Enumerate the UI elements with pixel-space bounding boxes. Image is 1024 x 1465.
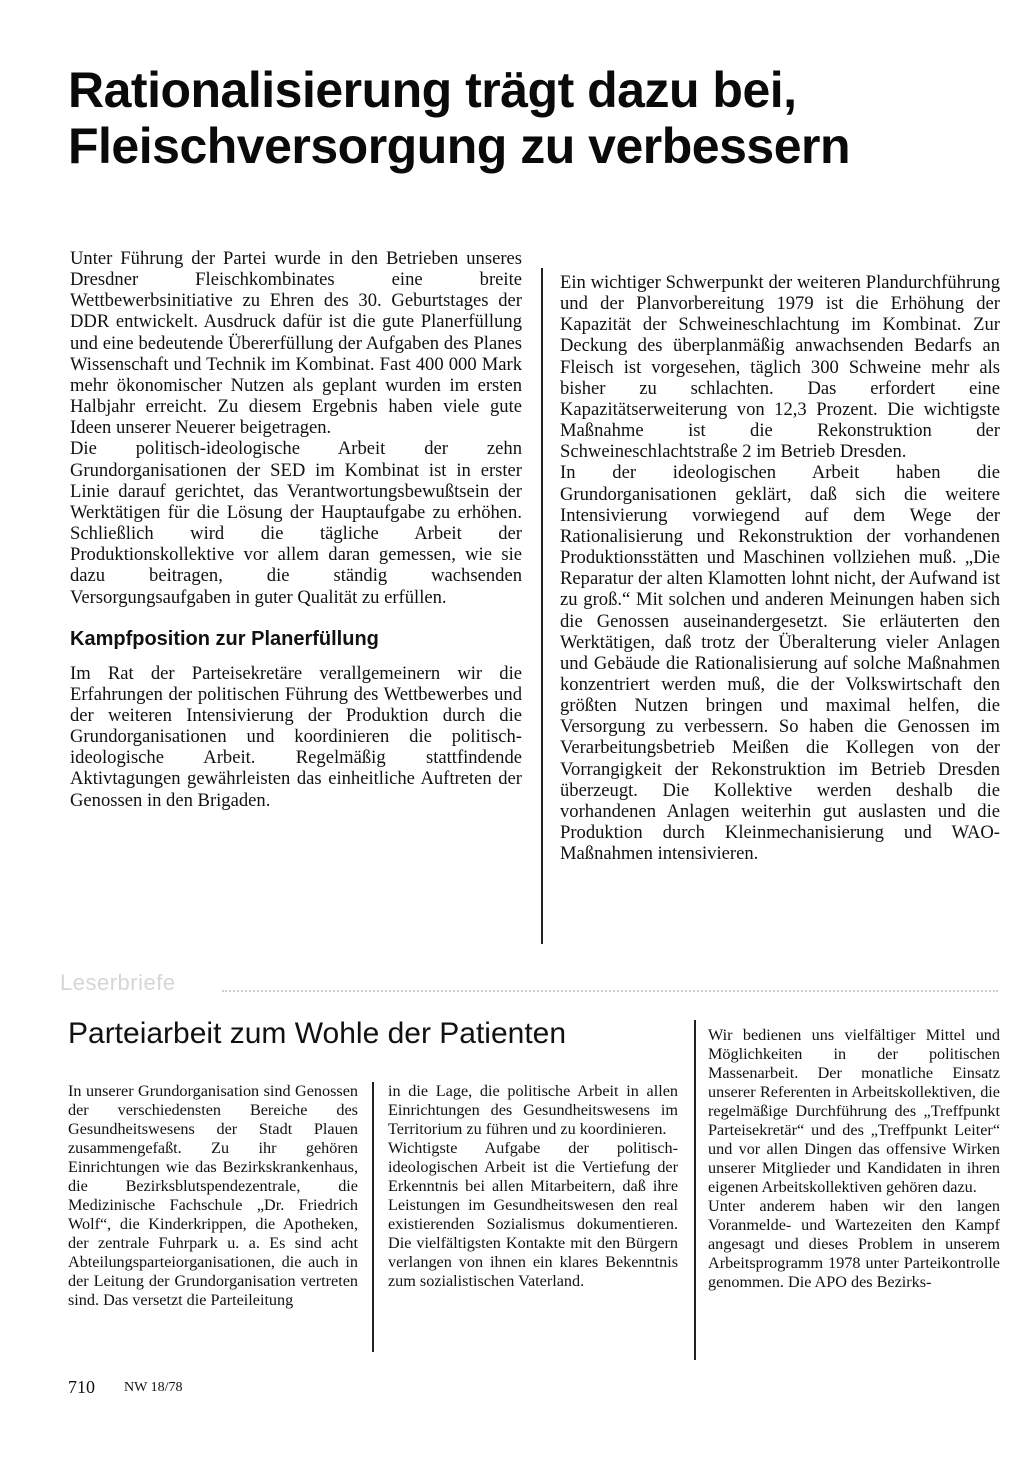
article-column-2 <box>560 272 1000 864</box>
column-divider <box>372 1082 374 1352</box>
article-paragraph: In der ideologischen Arbeit haben die Grundorganisationen geklärt, daß sich die weitere Intensivierung vorwiegend auf dem Wege der Rationalisierung und Rekonstruktion der vorhandenen Produktionsstätten und Maschinen vollziehen muß. „Die Reparatur der alten Klamotten lohnt nicht, der Aufwand ist zu groß.“ Mit solchen und anderen Meinungen haben sich die Genossen auseinandergesetzt. Sie erläuterten den Werktätigen, daß trotz der Überalterung vieler Anlagen und Gebäude die Rationalisierung auf solche Maßnahmen konzentriert werden muß, die der Volkswirtschaft den größten Nutzen bringen und maximal helfen, die Versorgung zu verbessern. So haben die Genossen im Verarbeitungsbetrieb Meißen die Kollegen von der Vorrangigkeit der Rekonstruktion im Betrieb Dresden überzeugt. Die Kollektive werden deshalb die vorhandenen Anlagen weiterhin gut auslasten und die Produktion durch Kleinmechanisierung und WAO-Maßnahmen intensivieren. <box>560 462 1000 865</box>
page-number: 710 <box>68 1377 95 1397</box>
article-paragraph: in die Lage, die politische Arbeit in allen Einrichtungen des Gesundheitswesens im Territorium zu führen und zu koordinieren. <box>388 1082 678 1138</box>
article-paragraph: Die politisch-ideologische Arbeit der zehn Grundorganisationen der SED im Kombinat ist in erster Linie darauf gerichtet, das Verantwortungsbewußtsein der Werktätigen für die Lösung der Hauptaufgabe zu erhöhen. Schließlich wird die tägliche Arbeit der Produktionskollektive vor allem daran gemessen, wie sie dazu beitragen, die ständig wachsenden Versorgungsaufgaben in guter Qualität zu erfüllen. <box>70 438 522 608</box>
article-paragraph: Wir bedienen uns vielfältiger Mittel und Möglichkeiten in der politischen Massenarbeit. Der monatliche Einsatz unserer Referenten in Arbeitskollektiven, die regelmäßige Durchführung des „Treffpunkt Parteisekretär“ und des „Treffpunkt Leiter“ und vor allen Dingen das offensive Wirken unserer Mitglieder und Kandidaten in ihren eigenen Arbeitskollektiven gehören dazu. <box>708 1026 1000 1196</box>
column-divider <box>541 268 543 944</box>
issue-label: NW 18/78 <box>124 1380 183 1395</box>
section-divider <box>222 990 998 992</box>
article-paragraph: In unserer Grundorganisation sind Genossen der verschiedensten Bereiche des Gesundheitswesens der Stadt Plauen zusammengefaßt. Zu ihr gehören Einrichtungen wie das Bezirkskrankenhaus, die Bezirksblutspendezentrale, die Medizinische Fachschule „Dr. Friedrich Wolf“, die Kinderkrippen, die Apotheken, der zentrale Fuhrpark u. a. Es sind acht Abteilungsparteiorganisationen, die auch in der Leitung der Grundorganisation vertreten sind. Das versetzt die Parteileitung <box>68 1082 358 1309</box>
article-headline: Parteiarbeit zum Wohle der Patienten <box>68 1017 567 1050</box>
article-column-1 <box>70 248 522 811</box>
section-label: Leserbriefe <box>60 970 176 995</box>
article-paragraph: Unter anderem haben wir den langen Voranmelde- und Wartezeiten den Kampf angesagt und dieses Problem in unserem Arbeitsprogramm 1978 unter Parteikontrolle genommen. Die APO des Bezirks- <box>708 1197 1000 1291</box>
letter-column-2 <box>388 1082 678 1291</box>
column-divider <box>694 1020 696 1360</box>
article-paragraph: Wichtigste Aufgabe der politisch-ideologischen Arbeit ist die Vertiefung der Erkenntnis bei allen Mitarbeitern, daß ihre Leistungen im Gesundheitswesen den real existierenden Sozialismus dokumentieren. Die vielfältigsten Kontakte mit den Bürgern verlangen von ihnen ein klares Bekenntnis zum sozialistischen Vaterland. <box>388 1139 678 1290</box>
article-paragraph: Ein wichtiger Schwerpunkt der weiteren Plandurchführung und der Planvorbereitung 1979 ist die Erhöhung der Kapazität der Schweineschlachtung im Kombinat. Zur Deckung des überplanmäßig anwachsenden Bedarfs an Fleisch ist vorgesehen, täglich 300 Schweine mehr als bisher zu schlachten. Das erfordert eine Kapazitätserweiterung von 12,3 Prozent. Die wichtigste Maßnahme ist die Rekonstruktion der Schweineschlachtstraße 2 im Betrieb Dresden. <box>560 272 1000 463</box>
article-paragraph: Unter Führung der Partei wurde in den Betrieben unseres Dresdner Fleischkombinates eine breite Wettbewerbsinitiative zu Ehren des 30. Geburtstages der DDR entwickelt. Ausdruck dafür ist die gute Planerfüllung und eine bedeutende Übererfüllung der Aufgaben des Planes Wissenschaft und Technik im Kombinat. Fast 400 000 Mark mehr ökonomischer Nutzen als geplant wurden im ersten Halbjahr erreicht. Zu diesem Ergebnis haben viele gute Ideen unserer Neuerer beigetragen. <box>70 248 522 439</box>
section-subheading: Kampfposition zur Planerfüllung <box>70 627 379 650</box>
article-paragraph: Im Rat der Parteisekretäre verallgemeinern wir die Erfahrungen der politischen Führung des Wettbewerbes und der weiteren Intensivierung der Produktion durch die Grundorganisationen und koordinieren die politisch-ideologische Arbeit. Regelmäßig stattfindende Aktivtagungen gewährleisten das einheitliche Auftreten der Genossen in den Brigaden. <box>70 662 522 811</box>
letter-column-1 <box>68 1082 358 1310</box>
letter-column-3 <box>708 1026 1000 1292</box>
page-title: Rationalisierung trägt dazu bei, Fleischversorgung zu verbessern <box>68 62 851 174</box>
